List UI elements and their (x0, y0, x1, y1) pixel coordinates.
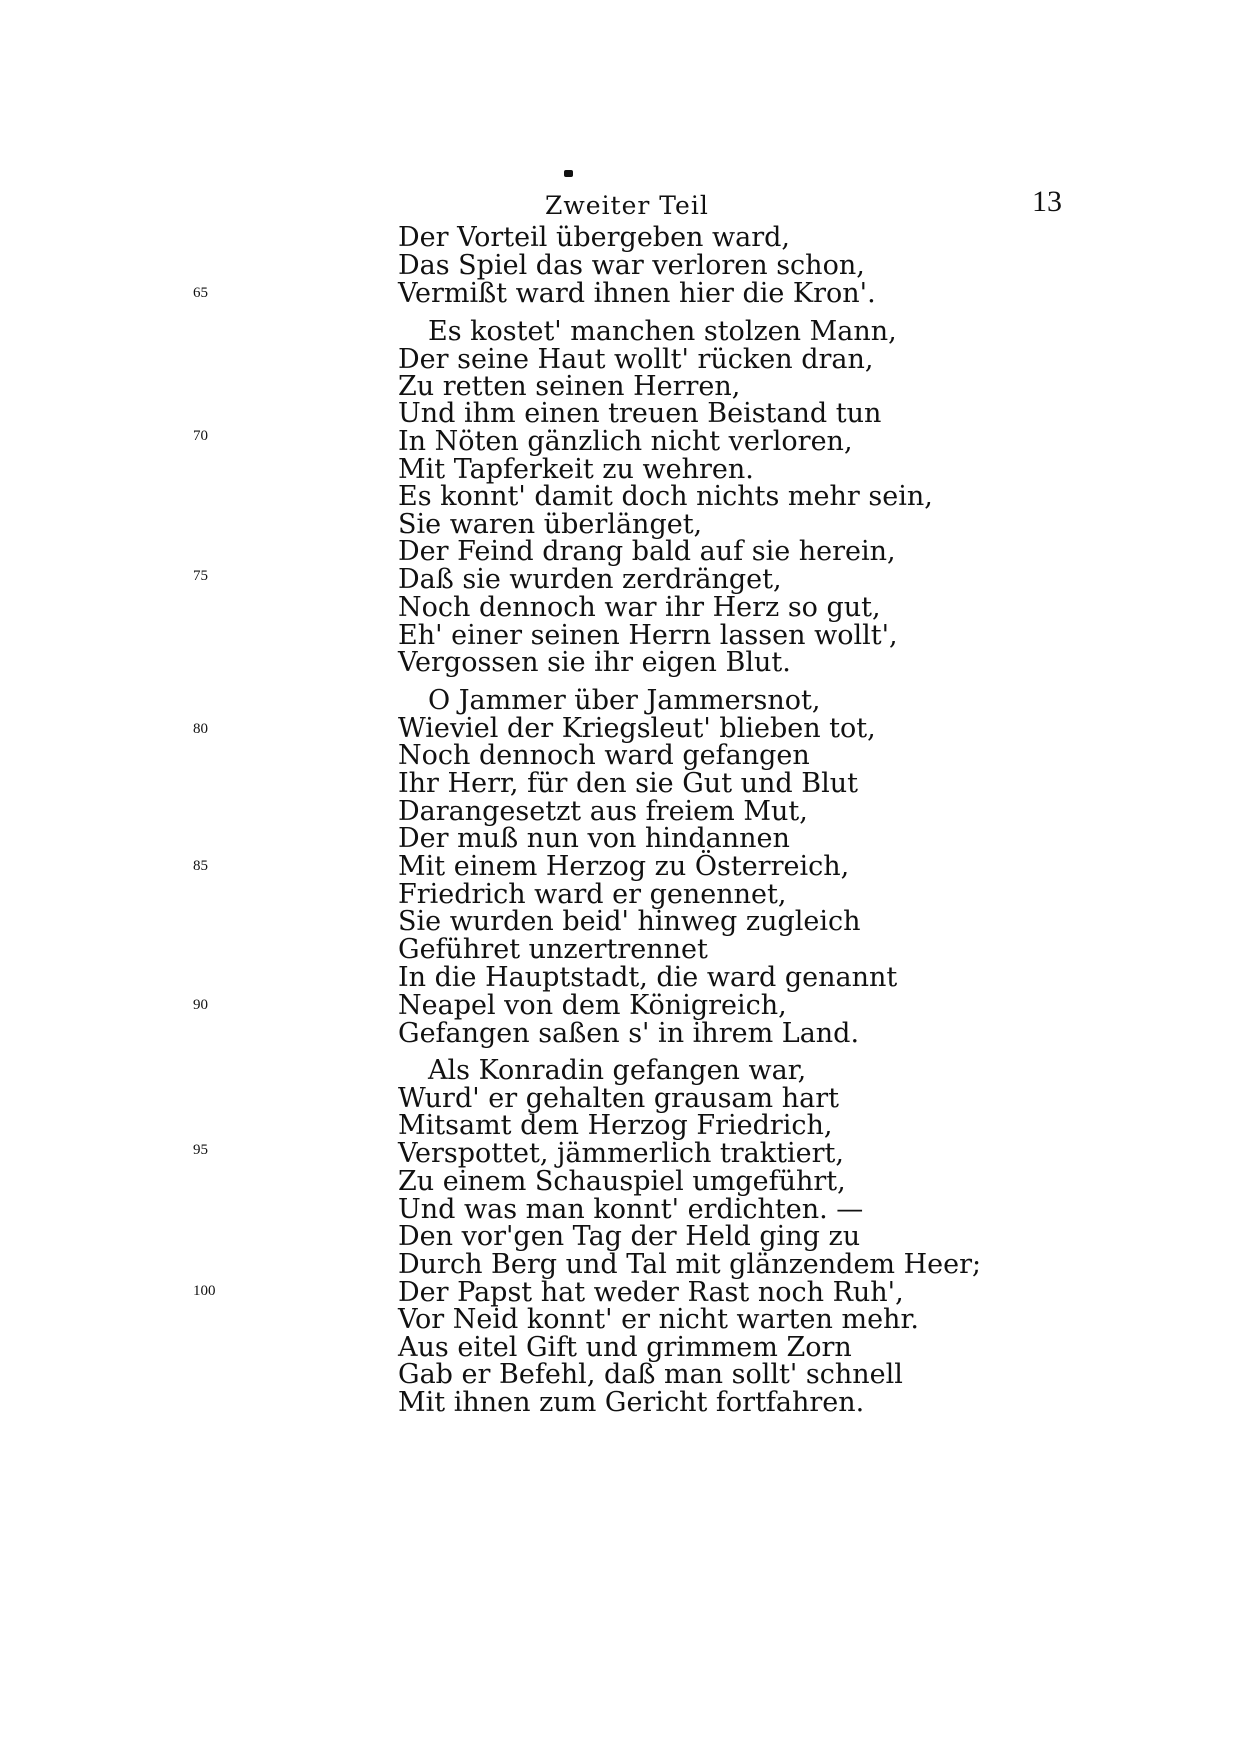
line-number: 65 (193, 285, 208, 301)
verse-line: Vor Neid konnt' er nicht warten mehr. (398, 1304, 919, 1335)
verse-line: In Nöten gänzlich nicht verloren, (398, 426, 853, 457)
verse-line: Noch dennoch war ihr Herz so gut, (398, 592, 881, 623)
verse-line: Das Spiel das war verloren schon, (398, 250, 865, 281)
verse-line: Vergossen sie ihr eigen Blut. (398, 647, 791, 678)
verse-line: Gab er Befehl, daß man sollt' schnell (398, 1359, 903, 1390)
page-number: 13 (1032, 185, 1062, 218)
line-number: 70 (193, 428, 208, 444)
line-number: 80 (193, 721, 208, 737)
line-number: 75 (193, 568, 208, 584)
line-number: 95 (193, 1142, 208, 1158)
verse-line: Der Vorteil übergeben ward, (398, 222, 791, 253)
verse-line: Ihr Herr, für den sie Gut und Blut (398, 768, 858, 799)
verse-line: Mit Tapferkeit zu wehren. (398, 454, 754, 485)
verse-line: Der muß nun von hindannen (398, 823, 790, 854)
verse-line: Geführet unzertrennet (398, 934, 708, 965)
verse-line: Zu einem Schauspiel umgeführt, (398, 1166, 846, 1197)
verse-line: Aus eitel Gift und grimmem Zorn (398, 1332, 852, 1363)
verse-line: Neapel von dem Königreich, (398, 990, 787, 1021)
verse-line: Durch Berg und Tal mit glänzendem Heer; (398, 1249, 982, 1280)
verse-line: Eh' einer seinen Herrn lassen wollt', (398, 620, 898, 651)
verse-line: Sie waren überlänget, (398, 509, 703, 540)
verse-line: Der Feind drang bald auf sie herein, (398, 536, 896, 567)
verse-line: Der Papst hat weder Rast noch Ruh', (398, 1277, 904, 1308)
running-head: Zweiter Teil (545, 191, 709, 220)
verse-line: Es kostet' manchen stolzen Mann, (428, 316, 897, 347)
line-number: 100 (193, 1283, 216, 1299)
verse-line: Als Konradin gefangen war, (428, 1055, 807, 1086)
verse-line: Und ihm einen treuen Beistand tun (398, 398, 882, 429)
verse-line: Gefangen saßen s' in ihrem Land. (398, 1018, 860, 1049)
verse-line: Noch dennoch ward gefangen (398, 740, 810, 771)
verse-line: Sie wurden beid' hinweg zugleich (398, 906, 861, 937)
verse-line: Daß sie wurden zerdränget, (398, 564, 782, 595)
verse-line: Mit einem Herzog zu Österreich, (398, 851, 850, 882)
verse-line: Mitsamt dem Herzog Friedrich, (398, 1110, 833, 1141)
verse-line: Der seine Haut wollt' rücken dran, (398, 344, 874, 375)
verse-line: Es konnt' damit doch nichts mehr sein, (398, 481, 933, 512)
line-number: 90 (193, 997, 208, 1013)
verse-line: Wieviel der Kriegsleut' blieben tot, (398, 713, 876, 744)
verse-line: Friedrich ward er genennet, (398, 879, 787, 910)
verse-line: Den vor'gen Tag der Held ging zu (398, 1221, 861, 1252)
verse-line: Vermißt ward ihnen hier die Kron'. (398, 278, 876, 309)
verse-line: Verspottet, jämmerlich traktiert, (398, 1138, 844, 1169)
verse-line: Und was man konnt' erdichten. — (398, 1194, 864, 1225)
line-number: 85 (193, 858, 208, 874)
verse-line: Mit ihnen zum Gericht fortfahren. (398, 1387, 865, 1418)
verse-line: Wurd' er gehalten grausam hart (398, 1083, 839, 1114)
verse-line: In die Hauptstadt, die ward genannt (398, 962, 898, 993)
verse-line: Darangesetzt aus freiem Mut, (398, 796, 808, 827)
verse-line: O Jammer über Jammersnot, (428, 685, 821, 716)
verse-line: Zu retten seinen Herren, (398, 371, 741, 402)
